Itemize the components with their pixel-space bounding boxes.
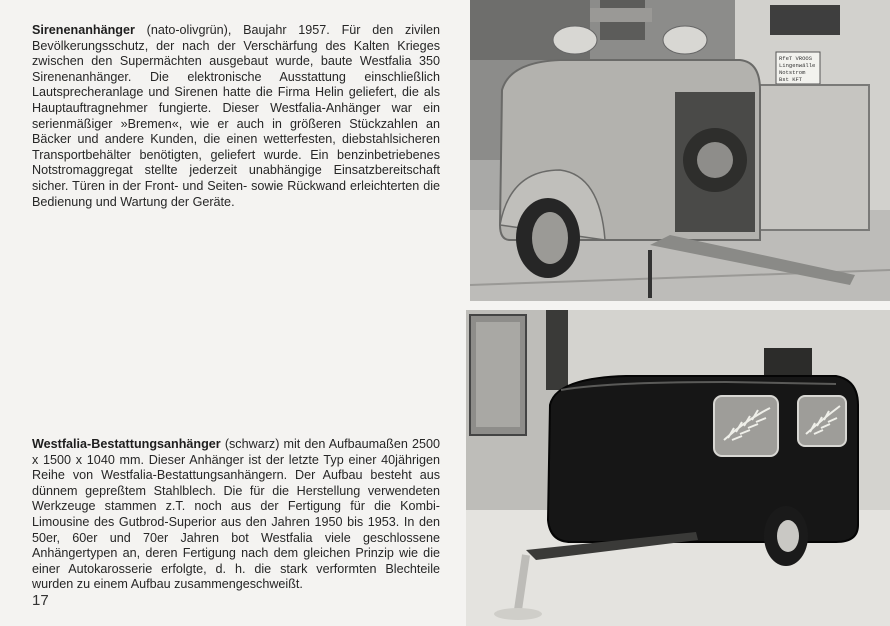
photo-siren-trailer <box>470 0 890 301</box>
article-title: Westfalia-Bestattungsanhänger <box>32 437 221 451</box>
photo-funeral-trailer <box>466 310 890 626</box>
svg-text:Bst KFT: Bst KFT <box>779 76 803 83</box>
article-body: (schwarz) mit den Aufbaumaßen 2500 x 1500 x 1040 mm. Dieser Anhänger ist der letzte Typ einer 40jährigen Reihe von Westfalia-Bestattungsanhängern. Der Aufbau besteht aus dünnem gepreßtem Stahlblech. Die für die Herstellung verwendeten Werkzeuge stammen z.T. noch aus der Fertigung für die Kombi-Limousine des Gutbrod-Superior aus den Jahren 1950 bis 1953. In den 50er, 60er und 70er Jahren bot Westfalia viele geschlossene Anhängertypen an, deren Fertigung nach dem gleichen Prinzip wie die einer Autokarosserie erfolgte, d. h. die stark verformten Blechteile wurden zu einem Aufbau zusammengeschweißt. <box>32 437 440 592</box>
article-sirenenanhaenger <box>32 23 440 210</box>
svg-text:RfeT VROOS: RfeT VROOS <box>779 55 813 62</box>
svg-text:Notstrom: Notstrom <box>779 69 806 76</box>
article-title: Sirenenanhänger <box>32 23 135 37</box>
page-number: 17 <box>32 592 49 609</box>
svg-text:Lingenwälle: Lingenwälle <box>779 62 816 69</box>
article-body: (nato-olivgrün), Baujahr 1957. Für den zivilen Bevölkerungsschutz, der nach der Verschärfung des Kalten Krieges zwischen den Supermächten ausgebaut wurde, baute Westfalia 350 Sirenenanhänger. Die elektronische Ausstattung einschließlich Lautsprecheranlage und Sirenen hatte die Firma Helin geliefert, die als Hauptauftragnehmer fungierte. Dieser Westfalia-Anhänger war ein serienmäßiger »Bremen«, wie er auch in größeren Stückzahlen an Bäcker und andere Kunden, die einen wetterfesten, diebstahlsicheren Transportbehälter benötigten, geliefert wurde. Ein benzinbetriebenes Notstromaggregat stellte jederzeit unabhängige Einsatzbereitschaft sicher. Türen in der Front- und Seiten- sowie Rückwand erleichterten die Bedienung und Wartung der Geräte. <box>32 23 440 209</box>
article-bestattungsanhaenger <box>32 437 440 593</box>
trailer-sign <box>776 52 820 84</box>
